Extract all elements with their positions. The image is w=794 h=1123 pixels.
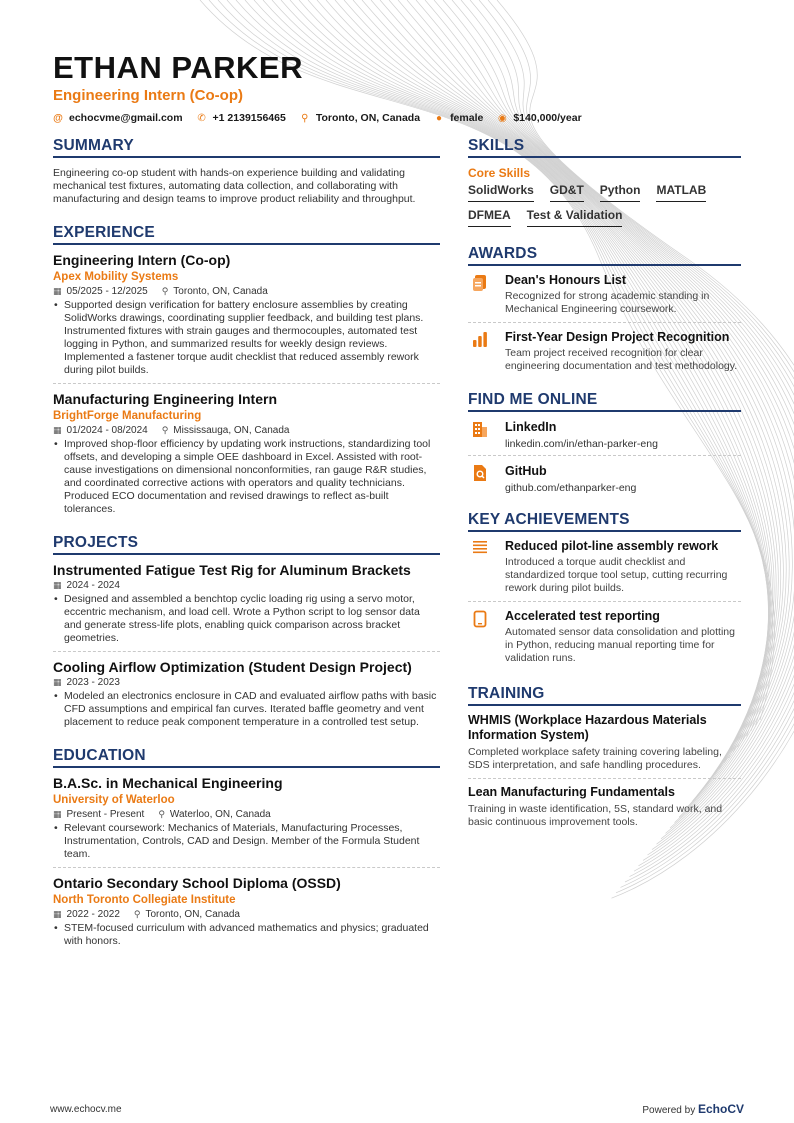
- education-item: [53, 875, 440, 948]
- calendar-icon: ▦: [53, 809, 62, 819]
- coin-icon: ◉: [497, 112, 507, 124]
- contact-phone[interactable]: ✆ +1 2139156465: [197, 112, 286, 124]
- divider: [53, 867, 440, 868]
- achievement-desc: Automated sensor data consolidation and plotting in Python, reducing manual reporting time for validation runs.: [505, 626, 735, 664]
- candidate-role: Engineering Intern (Co-op): [53, 87, 243, 104]
- education-item: [53, 775, 440, 861]
- summary-text: Engineering co-op student with hands-on experience building and validating mechanical test fixtures, automating data collection, and collaborating with manufacturing and design teams to improve product reliability and throughput.: [53, 167, 416, 205]
- job-meta: ▦ 05/2025 - 12/2025 ⚲ Toronto, ON, Canada: [53, 286, 268, 297]
- skill-tag: Test & Validation: [527, 208, 623, 227]
- online-item-github[interactable]: [468, 455, 741, 499]
- degree-title: B.A.Sc. in Mechanical Engineering: [53, 775, 283, 791]
- award-desc: Team project received recognition for clear engineering documentation and test methodology.: [505, 347, 738, 372]
- achievement-desc: Introduced a torque audit checklist and standardized torque tool setup, cutting recurring rework during pilot builds.: [505, 556, 728, 594]
- training-title: Lean Manufacturing Fundamentals: [468, 785, 675, 799]
- online-item-linkedin[interactable]: [468, 412, 741, 455]
- project-meta: ▦ 2023 - 2023: [53, 677, 120, 688]
- contact-email[interactable]: @ echocvme@gmail.com: [53, 112, 183, 124]
- project-title: Cooling Airflow Optimization (Student Design Project): [53, 659, 412, 675]
- footer-site-link[interactable]: www.echocv.me: [50, 1104, 122, 1115]
- company-name: BrightForge Manufacturing: [53, 410, 202, 422]
- tablet-icon: [468, 609, 491, 665]
- education-meta: ▦ 2022 - 2022 ⚲ Toronto, ON, Canada: [53, 909, 240, 920]
- calendar-icon: ▦: [53, 425, 62, 435]
- training-item: [468, 785, 741, 829]
- experience-item: [53, 252, 440, 377]
- education-bullet: • STEM-focused curriculum with advanced mathematics and physics; graduated with honors.: [54, 922, 429, 947]
- achievement-item: [468, 532, 741, 601]
- job-bullet: • Supported design verification for battery enclosure assemblies by creating SolidWorks drawings, coordinating supplier feedback, and building test plans. Instrumented fixtures with strain gauges and thermocouples, automated test logging in Python, and summarized results for weekly design reviews. Implemented a fastener torque audit checklist that reduced assembly rework during pilot builds.: [54, 299, 424, 376]
- contact-bar: [53, 112, 753, 124]
- section-title-summary: SUMMARY: [53, 137, 440, 158]
- skill-tag: GD&T: [550, 183, 584, 202]
- skill-tag: DFMEA: [468, 208, 511, 227]
- project-title: Instrumented Fatigue Test Rig for Aluminum Brackets: [53, 562, 411, 578]
- award-item: [468, 266, 741, 322]
- contact-salary: ◉ $140,000/year: [497, 112, 582, 124]
- location-pin-icon: ⚲: [161, 286, 169, 296]
- list-icon: [468, 539, 491, 595]
- file-search-icon: [468, 464, 491, 494]
- online-title: GitHub: [505, 464, 547, 478]
- training-desc: Training in waste identification, 5S, standard work, and basic continuous improvement tools.: [468, 803, 723, 828]
- resume-header: [53, 50, 753, 124]
- section-title-achievements: KEY ACHIEVEMENTS: [468, 511, 741, 532]
- company-name: Apex Mobility Systems: [53, 271, 179, 283]
- footer-powered-by[interactable]: Powered by EchoCV: [642, 1102, 744, 1116]
- left-column: [53, 137, 440, 948]
- school-name: North Toronto Collegiate Institute: [53, 894, 236, 906]
- location-pin-icon: ⚲: [301, 112, 309, 124]
- online-url[interactable]: linkedin.com/in/ethan-parker-eng: [505, 438, 658, 450]
- education-meta: ▦ Present - Present ⚲ Waterloo, ON, Canada: [53, 809, 271, 820]
- skills-label: Core Skills: [468, 166, 531, 180]
- candidate-name: ETHAN PARKER: [53, 50, 303, 85]
- calendar-icon: ▦: [53, 677, 62, 687]
- job-meta: ▦ 01/2024 - 08/2024 ⚲ Mississauga, ON, Canada: [53, 425, 290, 436]
- divider: [468, 778, 741, 779]
- section-title-experience: EXPERIENCE: [53, 224, 440, 245]
- calendar-icon: ▦: [53, 909, 62, 919]
- training-title: WHMIS (Workplace Hazardous Materials Information System): [468, 713, 707, 742]
- section-title-education: EDUCATION: [53, 747, 440, 768]
- online-url[interactable]: github.com/ethanparker-eng: [505, 482, 637, 494]
- location-pin-icon: ⚲: [161, 425, 169, 435]
- document-icon: [468, 273, 491, 316]
- job-title: Manufacturing Engineering Intern: [53, 391, 278, 407]
- project-bullet: • Modeled an electronics enclosure in CAD and evaluated airflow paths with basic CFD assumptions and empirical fan curves. Iterated baffle geometry and vent placement to reduce peak component temperature in a controlled test setup.: [54, 690, 437, 728]
- skill-tag: MATLAB: [656, 183, 706, 202]
- award-title: Dean's Honours List: [505, 273, 627, 287]
- contact-location: ⚲ Toronto, ON, Canada: [301, 112, 421, 124]
- section-title-online: FIND ME ONLINE: [468, 391, 741, 412]
- school-name: University of Waterloo: [53, 794, 175, 806]
- person-icon: ●: [436, 112, 443, 124]
- calendar-icon: ▦: [53, 580, 62, 590]
- calendar-icon: ▦: [53, 286, 62, 296]
- experience-item: [53, 391, 440, 516]
- project-item: [53, 562, 440, 645]
- bar-chart-icon: [468, 330, 491, 373]
- phone-icon: ✆: [197, 112, 206, 124]
- section-title-awards: AWARDS: [468, 245, 741, 266]
- project-meta: ▦ 2024 - 2024: [53, 580, 120, 591]
- right-column: [468, 137, 741, 829]
- skill-tag: Python: [600, 183, 641, 202]
- divider: [53, 651, 440, 652]
- award-title: First-Year Design Project Recognition: [505, 330, 730, 344]
- skills-list: [468, 183, 741, 227]
- section-title-training: TRAINING: [468, 685, 741, 706]
- building-icon: [468, 420, 491, 450]
- achievement-title: Accelerated test reporting: [505, 609, 660, 623]
- section-title-projects: PROJECTS: [53, 534, 440, 555]
- location-pin-icon: ⚲: [158, 809, 165, 819]
- training-desc: Completed workplace safety training covering labeling, SDS interpretation, and safe handling procedures.: [468, 746, 722, 771]
- divider: [53, 383, 440, 384]
- award-item: [468, 322, 741, 379]
- section-title-skills: SKILLS: [468, 137, 741, 158]
- location-pin-icon: ⚲: [133, 909, 141, 919]
- project-item: [53, 659, 440, 729]
- at-icon: @: [53, 112, 63, 124]
- degree-title: Ontario Secondary School Diploma (OSSD): [53, 875, 341, 891]
- job-title: Engineering Intern (Co-op): [53, 252, 231, 268]
- training-item: [468, 713, 741, 772]
- contact-gender: ● female: [436, 112, 484, 124]
- job-bullet: • Improved shop-floor efficiency by updating work instructions, standardizing tool offsets, and developing a simple OEE dashboard in Excel. Assisted with root-cause investigations on dimensional nonconformities, ran gauge R&R studies, and coordinated corrective actions with operators and quality technicians. Produced ECO documentation and revised drawings to reflect as-built tolerances.: [54, 438, 431, 515]
- achievement-item: [468, 601, 741, 671]
- skill-tag: SolidWorks: [468, 183, 534, 202]
- online-title: LinkedIn: [505, 420, 557, 434]
- award-desc: Recognized for strong academic standing in Mechanical Engineering coursework.: [505, 290, 710, 315]
- achievement-title: Reduced pilot-line assembly rework: [505, 539, 719, 553]
- project-bullet: • Designed and assembled a benchtop cyclic loading rig using a servo motor, eccentric mechanism, and load cell. Wrote a Python script to log sensor data and generate stress-life plots, enabling quick comparison across bracket geometries.: [54, 593, 420, 644]
- echocv-brand: EchoCV: [697, 1102, 744, 1116]
- education-bullet: • Relevant coursework: Mechanics of Materials, Manufacturing Processes, Instrumentation, Controls, CAD and Design. Member of the Formula Student team.: [54, 822, 420, 860]
